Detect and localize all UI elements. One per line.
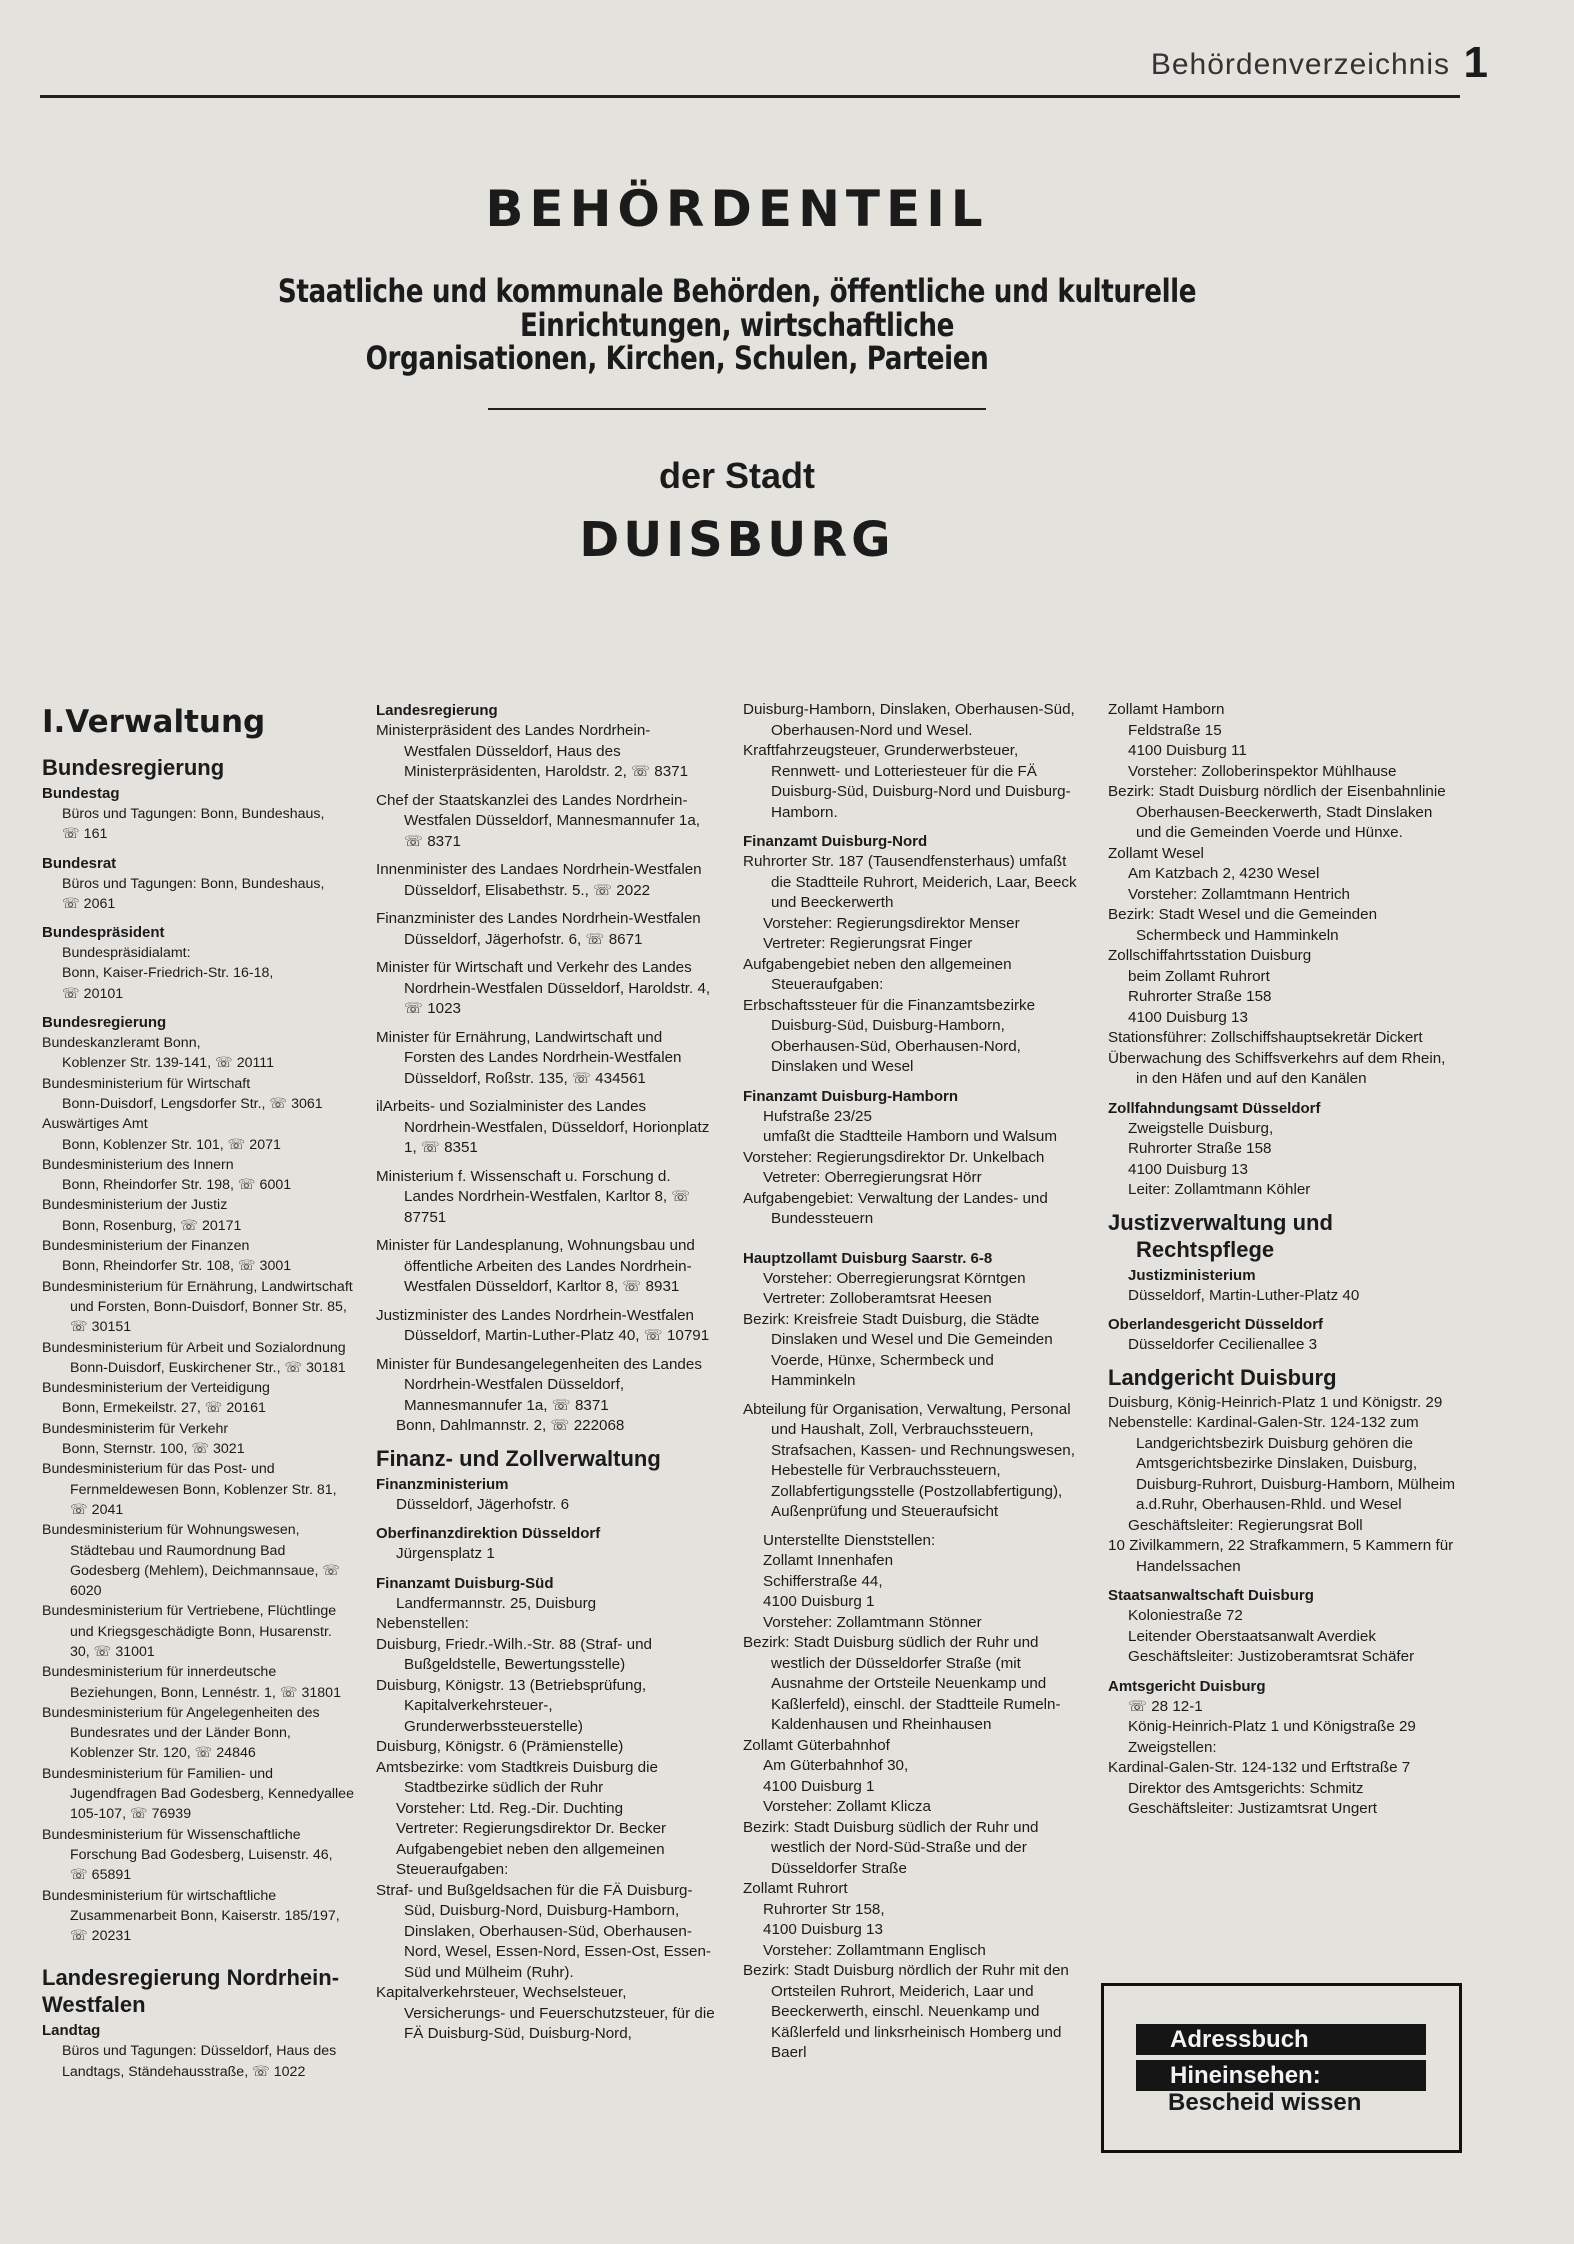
entry-text: Vorsteher: Regierungsdirektor Dr. Unkelbach	[743, 1148, 1045, 1166]
entry-text: Büros und Tagungen: Bonn, Bundeshaus,	[62, 806, 325, 822]
entry-text: Duisburg-Hamborn, Dinslaken, Oberhausen-Süd, Oberhausen-Nord und Wesel.	[743, 701, 1075, 739]
entry-text: Vorsteher: Ltd. Reg.-Dir. Duchting	[396, 1799, 624, 1817]
entry-text: Vorsteher: Zollamtmann Hentrich	[1128, 885, 1350, 903]
entry-text: Ministerium f. Wissenschaft u. Forschung d. Landes Nordrhein-Westfalen, Karltor 8, ☏ 87751	[376, 1167, 691, 1226]
entry-text: Unterstellte Dienststellen:	[763, 1531, 936, 1549]
entry-text: Bundesministerium für innerdeutsche Beziehungen, Bonn, Lennéstr. 1, ☏ 31801	[42, 1664, 341, 1701]
entry-text: Bezirk: Stadt Duisburg nördlich der Eisenbahnlinie Oberhausen-Beeckerwerth, Stadt Dinslaken und die Gemeinden Voerde und Hünxe.	[1108, 783, 1446, 841]
entry-text: Bundesministerium der Finanzen	[42, 1238, 250, 1255]
entry-heading: Finanzministerium	[376, 1475, 509, 1493]
entry-heading: Bundespräsident	[42, 924, 165, 942]
entry-text: Bezirk: Kreisfreie Stadt Duisburg, die Städte Dinslaken und Wesel und Die Gemeinden Voerde, Hünxe, Schermbeck und Hamminkeln	[743, 1310, 1053, 1389]
entry-text: Geschäftsleiter: Regierungsrat Boll	[1128, 1516, 1363, 1534]
entry-heading: Staatsanwaltschaft Duisburg	[1108, 1587, 1314, 1604]
entry-text: Leiter: Zollamtmann Köhler	[1128, 1181, 1311, 1198]
entry-heading: Zollamt Ruhrort	[743, 1880, 848, 1897]
entry-text: Kapitalverkehrsteuer, Wechselsteuer, Versicherungs- und Feuerschutzsteuer, für die FÄ Duisburg-Süd, Duisburg-Nord,	[376, 1984, 715, 2042]
entry-text: Vorsteher: Zollamt Klicza	[763, 1798, 931, 1815]
entry-text: Finanzminister des Landes Nordrhein-Westfalen Düsseldorf, Jägerhofstr. 6, ☏ 8671	[376, 910, 701, 948]
entry-text: ☏ 2061	[62, 895, 116, 912]
header-rule	[40, 95, 1460, 98]
entry-text: Bundesministerium der Justiz	[42, 1197, 228, 1214]
entry-heading: Zollamt Hamborn	[1108, 701, 1225, 718]
entry-text: Koblenzer Str. 139-141, ☏ 20111	[62, 1055, 275, 1072]
entry-text: Bundesministerium für Wissenschaftliche Forschung Bad Godesberg, Luisenstr. 46, ☏ 65891	[42, 1826, 333, 1884]
entry-text: 4100 Duisburg 13	[1128, 1160, 1248, 1178]
entry-text: Aufgabengebiet: Verwaltung der Landes- und Bundessteuern	[743, 1189, 1048, 1227]
entry-text: Geschäftsleiter: Justizoberamtsrat Schäfer	[1128, 1648, 1415, 1665]
entry-text: Bundesministerium für wirtschaftliche Zusammenarbeit Bonn, Kaiserstr. 185/197, ☏ 20231	[42, 1887, 340, 1945]
entry-text: beim Zollamt Ruhrort	[1128, 967, 1270, 985]
section-heading: I.Verwaltung	[42, 704, 266, 740]
entry-text: Straf- und Bußgeldsachen für die FÄ Duisburg-Süd, Duisburg-Nord, Duisburg-Hamborn, Dinslaken, Oberhausen-Süd, Oberhausen-Nord, Wesel, Essen-Nord, Essen-Ost, Essen-Süd und Mülheim (Ruhr).	[376, 1881, 711, 1981]
section-heading: Landesregierung Nordrhein-Westfalen	[42, 1965, 340, 2018]
entry-text: Jürgensplatz 1	[396, 1545, 495, 1562]
entry-text: 4100 Duisburg 1	[763, 1777, 875, 1795]
entry-heading: Landesregierung	[376, 702, 498, 719]
column-2	[376, 700, 716, 2045]
entry-text: Koloniestraße 72	[1128, 1607, 1243, 1624]
title-rule	[488, 408, 986, 410]
entry-heading: Justizministerium	[1128, 1266, 1256, 1284]
entry-text: Düsseldorf, Martin-Luther-Platz 40	[1128, 1286, 1360, 1304]
column-3	[743, 700, 1079, 2064]
entry-text: Zweigstellen:	[1128, 1738, 1217, 1756]
entry-text: Vertreter: Regierungsdirektor Dr. Becker	[396, 1820, 667, 1837]
subtitle-line-2: Einrichtungen, wirtschaftliche	[519, 306, 954, 344]
entry-text: Ruhrorter Straße 158	[1128, 1140, 1272, 1157]
entry-text: ilArbeits- und Sozialminister des Landes Nordrhein-Westfalen, Düsseldorf, Horionplatz 1, ☏ 8351	[376, 1098, 710, 1156]
entry-text: Bundesministerim für Verkehr	[42, 1420, 229, 1437]
entry-heading: Amtsgericht Duisburg	[1108, 1677, 1266, 1695]
section-heading: Justizverwaltung und Rechtspflege	[1108, 1209, 1333, 1262]
entry-text: Landfermannstr. 25, Duisburg	[396, 1594, 597, 1612]
entry-text: Zweigstelle Duisburg,	[1128, 1119, 1274, 1137]
entry-text: Vertreter: Zolloberamtsrat Heesen	[763, 1290, 992, 1307]
entry-text: Justizminister des Landes Nordrhein-Westfalen Düsseldorf, Martin-Luther-Platz 40, ☏ 10791	[376, 1306, 710, 1344]
entry-text: Bezirk: Stadt Duisburg südlich der Ruhr und westlich der Nord-Süd-Straße und der Düsseldorfer Straße	[743, 1818, 1039, 1877]
city-name: DUISBURG	[579, 512, 895, 568]
entry-text: Bundesministerium des Innern	[42, 1156, 234, 1173]
entry-text: Vorsteher: Zolloberinspektor Mühlhause	[1128, 762, 1397, 780]
column-1	[42, 700, 354, 2082]
entry-text: Bonn, Rheindorfer Str. 198, ☏ 6001	[62, 1177, 292, 1194]
entry-text: König-Heinrich-Platz 1 und Königstraße 29	[1128, 1718, 1416, 1735]
entry-text: Bonn-Duisdorf, Lengsdorfer Str., ☏ 3061	[62, 1095, 323, 1112]
entry-text: Düsseldorf, Jägerhofstr. 6	[396, 1495, 570, 1513]
entry-text: Minister für Wirtschaft und Verkehr des Landes Nordrhein-Westfalen Düsseldorf, Haroldstr. 4, ☏ 1023	[376, 959, 711, 1017]
entry-text: Bezirk: Stadt Duisburg nördlich der Ruhr mit den Ortsteilen Ruhrort, Meiderich, Laar und Beeckerwerth, einschl. Neuenkamp und Käßlerfeld und linksrheinisch Homberg und Baerl	[743, 1962, 1069, 2061]
entry-text: Vorsteher: Zollamtmann Englisch	[763, 1941, 986, 1959]
entry-text: Aufgabengebiet neben den allgemeinen Steueraufgaben:	[396, 1840, 665, 1878]
entry-text: Zollamt Innenhafen	[763, 1552, 894, 1569]
entry-text: Bundesministerium für das Post- und Fernmeldewesen Bonn, Koblenzer Str. 81, ☏ 2041	[42, 1461, 337, 1518]
entry-text: Bundesministerium für Ernährung, Landwirtschaft und Forsten, Bonn-Duisdorf, Bonner Str. 85, ☏ 30151	[42, 1278, 353, 1336]
subtitle-line-1: Staatliche und kommunale Behörden, öffentliche und kulturelle	[277, 272, 1197, 310]
main-title: BEHÖRDENTEIL	[485, 180, 989, 238]
entry-text: 4100 Duisburg 11	[1128, 742, 1247, 759]
entry-text: Feldstraße 15	[1128, 721, 1222, 739]
entry-text: Vetreter: Oberregierungsrat Hörr	[763, 1169, 982, 1186]
ad-line-3: Bescheid wissen	[1168, 2089, 1362, 2116]
entry-text: Chef der Staatskanzlei des Landes Nordrhein-Westfalen Düsseldorf, Mannesmannufer 1a, ☏ 8371	[376, 791, 701, 850]
entry-text: Bezirk: Stadt Wesel und die Gemeinden Schermbeck und Hamminkeln	[1108, 906, 1378, 944]
entry-heading: Zollschiffahrtsstation Duisburg	[1108, 947, 1312, 964]
entry-heading: Bundestag	[42, 785, 120, 802]
entry-text: Vorsteher: Oberregierungsrat Körntgen	[763, 1269, 1026, 1287]
entry-text: Leitender Oberstaatsanwalt Averdiek	[1128, 1627, 1376, 1645]
entry-text: Bonn, Ermekeilstr. 27, ☏ 20161	[62, 1400, 266, 1417]
entry-text: Bezirk: Stadt Duisburg südlich der Ruhr und westlich der Düsseldorfer Straße (mit Ausnahme der Ortsteile Neuenkamp und Kaßlerfeld), einschl. der Stadtteile Rumeln-Kaldenhausen und Rheinhausen	[743, 1634, 1061, 1733]
entry-text: Vertreter: Regierungsrat Finger	[763, 935, 973, 952]
entry-text: Bonn, Rosenburg, ☏ 20171	[62, 1217, 242, 1234]
section-heading: Landgericht Duisburg	[1108, 1364, 1337, 1390]
entry-text: Duisburg, Königstr. 6 (Prämienstelle)	[376, 1738, 624, 1755]
entry-text: Schifferstraße 44,	[763, 1572, 883, 1590]
entry-text: ☏ 20101	[62, 985, 124, 1002]
section-heading: Bundesregierung	[42, 755, 225, 780]
entry-text: Bundesministerium für Wohnungswesen, Städtebau und Raumordnung Bad Godesberg (Mehlem), Deichmannsaue, ☏ 6020	[42, 1522, 341, 1600]
entry-text: 4100 Duisburg 13	[763, 1921, 883, 1938]
entry-text: Geschäftsleiter: Justizamtsrat Ungert	[1128, 1800, 1377, 1817]
entry-heading: Bundesrat	[42, 854, 117, 872]
entry-text: ☏ 161	[62, 826, 108, 843]
entry-text: Bonn, Dahlmannstr. 2, ☏ 222068	[396, 1417, 625, 1434]
entry-text: Büros und Tagungen: Düsseldorf, Haus des Landtags, Ständehausstraße, ☏ 1022	[62, 2043, 337, 2080]
entry-text: Innenminister des Landaes Nordrhein-Westfalen Düsseldorf, Elisabethstr. 5., ☏ 2022	[376, 861, 702, 899]
entry-text: Kardinal-Galen-Str. 124-132 und Erftstraße 7	[1108, 1759, 1411, 1776]
entry-text: Bundespräsidialamt:	[62, 945, 191, 962]
entry-text: Kraftfahrzeugsteuer, Grunderwerbsteuer, Rennwett- und Lotteriesteuer für die FÄ Duisburg-Süd, Duisburg-Nord und Duisburg-Hamborn.	[743, 742, 1071, 821]
entry-text: Direktor des Amtsgerichts: Schmitz	[1128, 1779, 1364, 1797]
entry-heading: Zollamt Wesel	[1108, 844, 1204, 862]
entry-text: Nebenstelle: Kardinal-Galen-Str. 124-132 zum Landgerichtsbezirk Duisburg gehören die Amtsgerichtsbezirke Dinslaken, Duisburg, Duisburg-Ruhrort, Duisburg-Hamborn, Mülheim a.d.Ruhr, Oberhausen-Rhld. und Wesel	[1108, 1414, 1456, 1513]
entry-heading: Hauptzollamt Duisburg Saarstr. 6-8	[743, 1249, 993, 1267]
entry-text: Büros und Tagungen: Bonn, Bundeshaus,	[62, 875, 325, 892]
entry-text: Bonn, Koblenzer Str. 101, ☏ 2071	[62, 1136, 281, 1153]
entry-text: Amtsbezirke: vom Stadtkreis Duisburg die Stadtbezirke südlich der Ruhr	[376, 1758, 658, 1796]
entry-text: Vorsteher: Zollamtmann Stönner	[763, 1613, 982, 1631]
entry-text: Abteilung für Organisation, Verwaltung, Personal und Haushalt, Zoll, Verbrauchssteuern, Strafsachen, Kassen- und Rechnungswesen, Hebestelle für Verbrauchssteuern, Zollabfertigungsstelle (Postzollabfertigung), Außenprüfung und Steueraufsicht	[743, 1400, 1075, 1520]
entry-text: Vorsteher: Regierungsdirektor Menser	[763, 914, 1020, 932]
entry-text: Bundesministerium für Wirtschaft	[42, 1075, 251, 1092]
entry-text: Minister für Landesplanung, Wohnungsbau und öffentliche Arbeiten des Landes Nordrhein-Westfalen Düsseldorf, Karltor 8, ☏ 8931	[376, 1237, 695, 1295]
entry-heading: Zollamt Güterbahnhof	[743, 1736, 890, 1754]
entry-text: Ruhrorter Str. 187 (Tausendfensterhaus) umfaßt die Stadtteile Ruhrort, Meiderich, Laar, Beeck und Beeckerwerth	[743, 853, 1077, 911]
entry-text: Hufstraße 23/25	[763, 1107, 872, 1125]
entry-text: Bonn, Sternstr. 100, ☏ 3021	[62, 1441, 245, 1458]
entry-heading: Finanzamt Duisburg-Hamborn	[743, 1087, 959, 1105]
entry-text: Nebenstellen:	[376, 1615, 469, 1632]
ad-line-1: Adressbuch	[1136, 2024, 1426, 2055]
entry-text: Minister für Ernährung, Landwirtschaft und Forsten des Landes Nordrhein-Westfalen Düsseldorf, Roßstr. 135, ☏ 434561	[376, 1028, 682, 1087]
entry-heading: Zollfahndungsamt Düsseldorf	[1108, 1099, 1321, 1117]
entry-text: Düsseldorfer Cecilienallee 3	[1128, 1336, 1318, 1353]
entry-text: 4100 Duisburg 1	[763, 1593, 875, 1610]
entry-text: Bundesministerium der Verteidigung	[42, 1380, 270, 1397]
entry-heading: Oberfinanzdirektion Düsseldorf	[376, 1525, 601, 1542]
entry-text: Bundesministerium für Angelegenheiten des Bundesrates und der Länder Bonn, Koblenzer Str. 120, ☏ 24846	[42, 1704, 320, 1762]
entry-text: Duisburg, König-Heinrich-Platz 1 und Königstr. 29	[1108, 1393, 1443, 1411]
entry-text: Am Güterbahnhof 30,	[763, 1757, 909, 1774]
entry-text: Ministerpräsident des Landes Nordrhein-Westfalen Düsseldorf, Haus des Ministerpräsidenten, Haroldstr. 2, ☏ 8371	[376, 722, 689, 780]
entry-text: Duisburg, Friedr.-Wilh.-Str. 88 (Straf- und Bußgeldstelle, Bewertungsstelle)	[376, 1635, 652, 1673]
entry-text: Bundesministerium für Arbeit und Sozialordnung Bonn-Duisdorf, Euskirchener Str., ☏ 30181	[42, 1339, 346, 1376]
entry-text: 10 Zivilkammern, 22 Strafkammern, 5 Kammern für Handelssachen	[1108, 1537, 1454, 1575]
section-heading: Finanz- und Zollverwaltung	[376, 1445, 661, 1471]
entry-text: Aufgabengebiet neben den allgemeinen Steueraufgaben:	[743, 955, 1012, 993]
running-header-title: Behördenverzeichnis	[1150, 48, 1450, 81]
entry-text: Überwachung des Schiffsverkehrs auf dem Rhein, in den Häfen und auf den Kanälen	[1108, 1049, 1446, 1087]
entry-text: Bonn, Kaiser-Friedrich-Str. 16-18,	[62, 965, 274, 982]
entry-text: Auswärtiges Amt	[42, 1116, 148, 1133]
entry-text: Ruhrorter Str 158,	[763, 1900, 885, 1918]
subtitle-line-3: Organisationen, Kirchen, Schulen, Parteien	[365, 339, 989, 377]
entry-text: umfaßt die Stadtteile Hamborn und Walsum	[763, 1128, 1058, 1145]
entry-heading: Finanzamt Duisburg-Nord	[743, 833, 928, 850]
column-4	[1108, 700, 1460, 1820]
entry-text: Stationsführer: Zollschiffshauptsekretär Dickert	[1108, 1029, 1423, 1046]
entry-heading: Bundesregierung	[42, 1014, 167, 1032]
entry-heading: Oberlandesgericht Düsseldorf	[1108, 1316, 1324, 1333]
entry-heading: Finanzamt Duisburg-Süd	[376, 1574, 554, 1592]
entry-text: ☏ 28 12-1	[1128, 1697, 1203, 1715]
entry-text: Am Katzbach 2, 4230 Wesel	[1128, 865, 1320, 882]
entry-text: Bundesministerium für Vertriebene, Flüchtlinge und Kriegsgeschädigte Bonn, Husarenstr. 30, ☏ 31001	[42, 1603, 337, 1660]
entry-text: Ruhrorter Straße 158	[1128, 988, 1272, 1005]
entry-text: Bundeskanzleramt Bonn,	[42, 1035, 201, 1052]
ad-line-2: Hineinsehen:	[1136, 2060, 1426, 2091]
entry-text: Bonn, Rheindorfer Str. 108, ☏ 3001	[62, 1258, 292, 1275]
entry-text: Bundesministerium für Familien- und Jugendfragen Bad Godesberg, Kennedyallee 105-107, ☏ 76939	[42, 1765, 354, 1823]
entry-text: Minister für Bundesangelegenheiten des Landes Nordrhein-Westfalen Düsseldorf, Mannesmannufer 1a, ☏ 8371	[376, 1355, 702, 1414]
entry-text: 4100 Duisburg 13	[1128, 1008, 1248, 1026]
entry-text: Erbschaftssteuer für die Finanzamtsbezirke Duisburg-Süd, Duisburg-Hamborn, Oberhausen-Süd, Oberhausen-Nord, Dinslaken und Wesel	[743, 996, 1036, 1075]
city-prefix: der Stadt	[658, 455, 816, 496]
entry-text: Duisburg, Königstr. 13 (Betriebsprüfung, Kapitalverkehrsteuer-, Grunderwerbssteuerstelle)	[376, 1676, 647, 1735]
page-number: 1	[1463, 38, 1488, 87]
entry-heading: Landtag	[42, 2022, 101, 2040]
